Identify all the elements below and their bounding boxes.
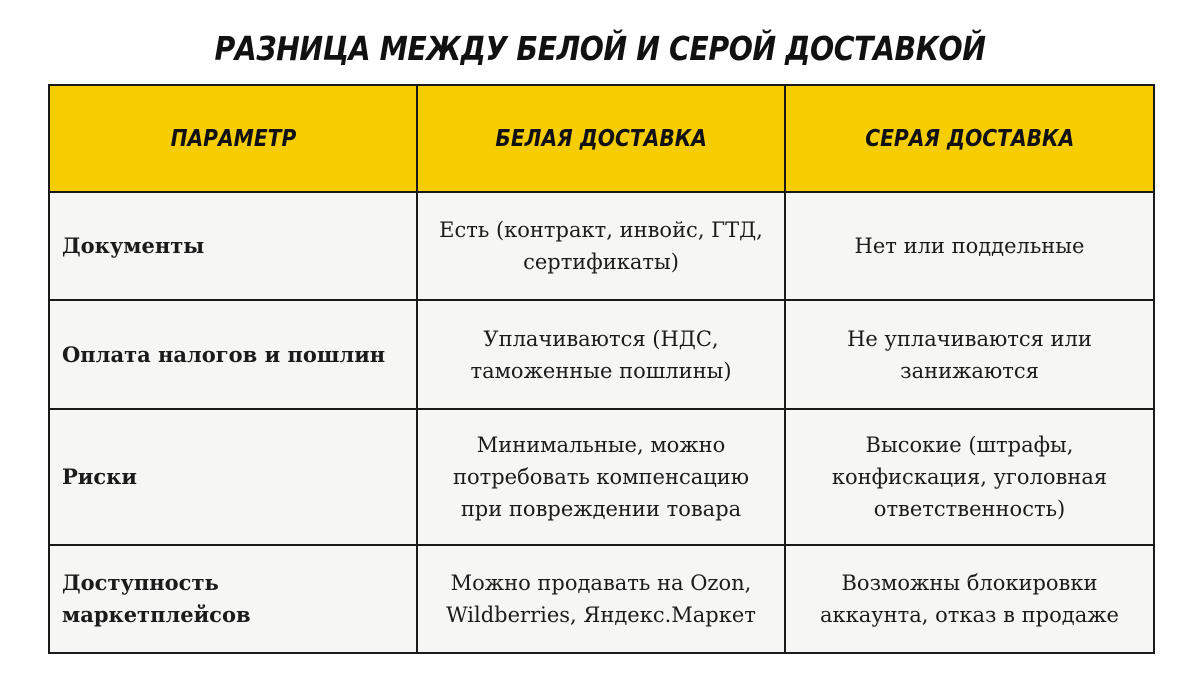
- row-parameter: Документы: [49, 192, 417, 300]
- row-white-value: Уплачиваются (НДС, таможенные пошлины): [417, 300, 785, 409]
- row-white-value: Минимальные, можно потребовать компенсацию при повреждении товара: [417, 409, 785, 545]
- row-parameter: Риски: [49, 409, 417, 545]
- header-parameter-label: ПАРАМЕТР: [170, 125, 296, 152]
- row-gray-value: Нет или поддельные: [785, 192, 1154, 300]
- table-row: [49, 409, 1154, 545]
- header-gray-delivery-label: СЕРАЯ ДОСТАВКА: [864, 125, 1074, 152]
- comparison-table: [48, 84, 1155, 654]
- header-white-delivery: [417, 85, 785, 192]
- table-row: [49, 545, 1154, 653]
- row-white-value: Есть (контракт, инвойс, ГТД, сертификаты): [417, 192, 785, 300]
- row-parameter: Доступность маркетплейсов: [49, 545, 417, 653]
- table-row: [49, 300, 1154, 409]
- table-row: [49, 192, 1154, 300]
- row-white-value: Можно продавать на Ozon, Wildberries, Яндекс.Маркет: [417, 545, 785, 653]
- row-gray-value: Возможны блокировки аккаунта, отказ в продаже: [785, 545, 1154, 653]
- header-parameter: [49, 85, 417, 192]
- header-gray-delivery: [785, 85, 1154, 192]
- row-gray-value: Высокие (штрафы, конфискация, уголовная ответственность): [785, 409, 1154, 545]
- table-header-row: [49, 85, 1154, 192]
- row-gray-value: Не уплачиваются или занижаются: [785, 300, 1154, 409]
- page-title: РАЗНИЦА МЕЖДУ БЕЛОЙ И СЕРОЙ ДОСТАВКОЙ: [214, 29, 986, 68]
- header-white-delivery-label: БЕЛАЯ ДОСТАВКА: [495, 125, 707, 152]
- row-parameter: Оплата налогов и пошлин: [49, 300, 417, 409]
